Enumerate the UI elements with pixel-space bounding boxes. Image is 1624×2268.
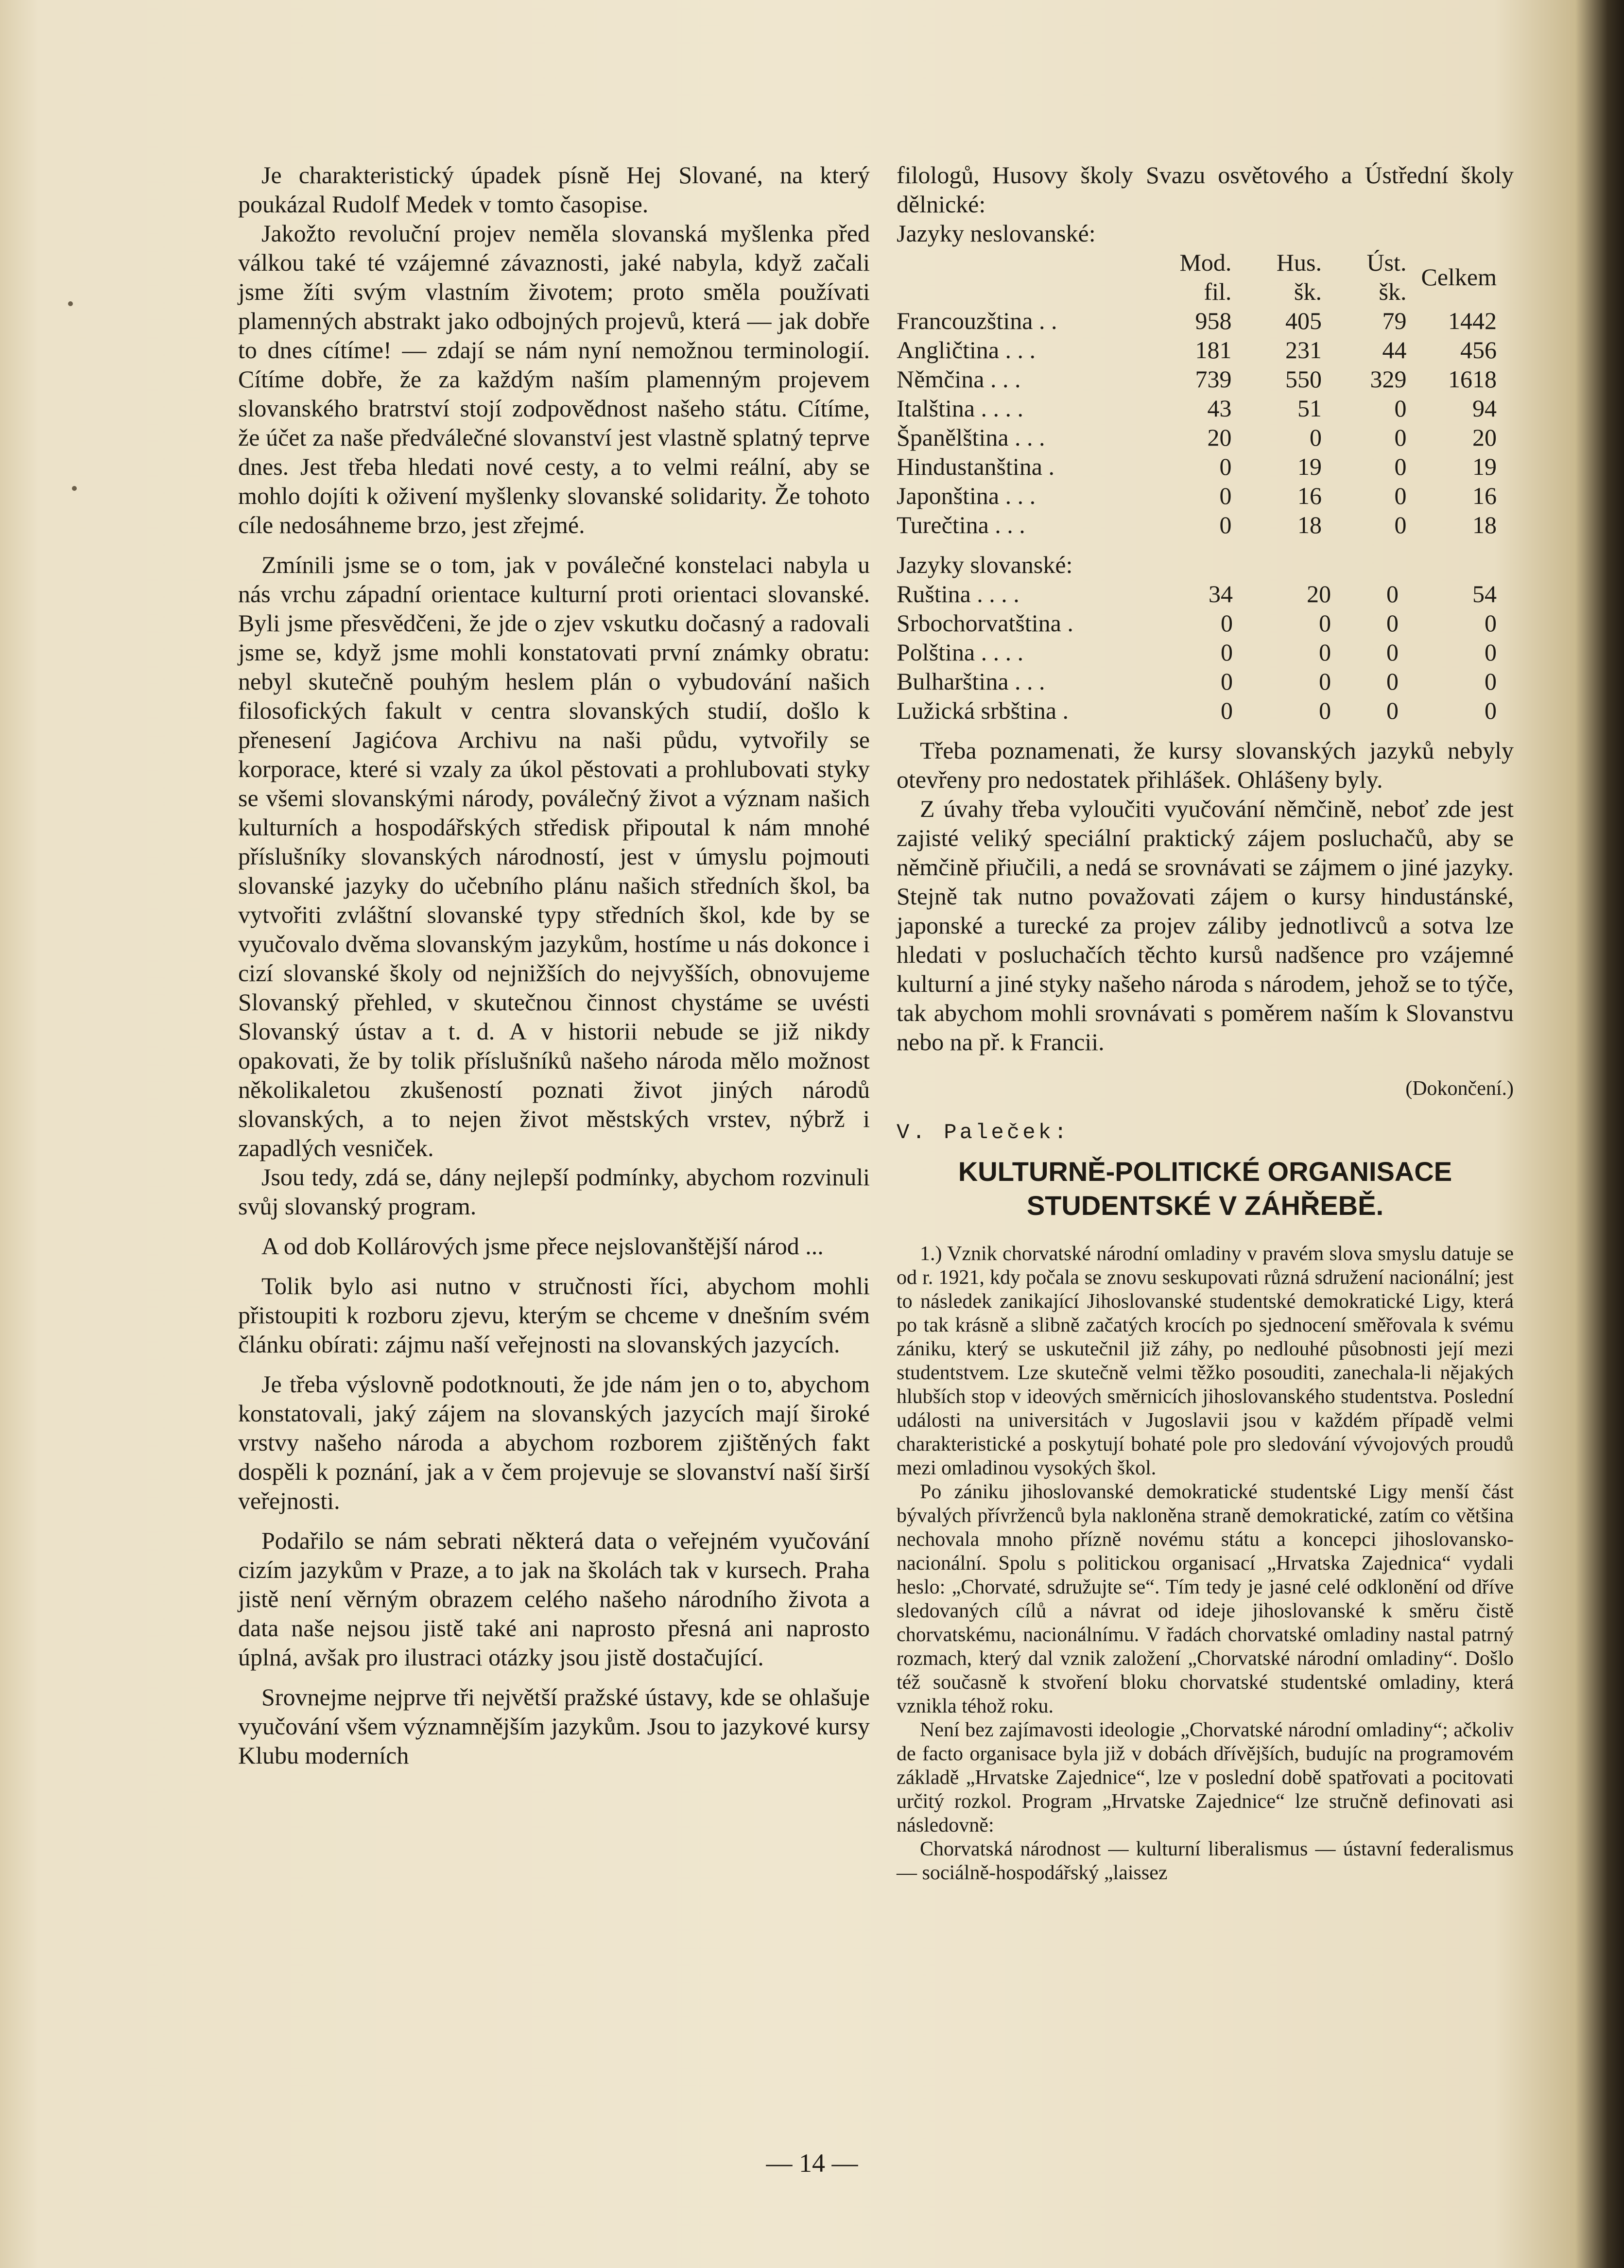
cell: 0 [1319,609,1331,637]
cell: 18 [1297,511,1322,538]
paragraph: Není bez zajímavosti ideologie „Chorvatské národní omladiny“; ačkoliv de facto organisace byla již v dobách dřívějších, budujíc na programovém základě „Hrvatske Zajednice“, lze v poslední době spatřovati a pocitovati určitý rozkol. Program „Hrvatske Zajednice“ lze stručně definovati asi následovně: [897,1719,1514,1836]
paragraph: Zmínili jsme se o tom, jak v poválečné konstelaci nabyla u nás vrchu západní orientace kulturní proti orientaci slovanské. Byli jsme přesvědčeni, že jde o zjev vskutku dočasný a radovali jsme se, když jsme mohli konstatovati první známky obratu: nebyl skutečně pouhým heslem plán o vybudování našich filosofických fakult v centra slovanských studií, došlo k přenesení Jagićova Archivu na naši půdu, vytvořily se korporace, které si vzaly za úkol pěstovati a prohlubovati styky se všemi slovanskými národy, poválečný život a význam našich kulturních a hospodářských středisk připoutal k nám mnohé příslušníky slovanských národností, jest v úmyslu pojmouti slovanské jazyky do učebního plánu našich středních škol, ba vytvořiti zvláštní slovanské typy středních škol, kde by se vyučovalo dvěma slovanským jazykům, hostíme u nás dokonce i cizí slovanské školy od nejnižších do nejvyšších, obnovujeme Slovanský přehled, v skutečnou činnost chystáme se uvésti Slovanský ústav a t. d. A v historii nebude se již nikdy opakovati, že by tolik příslušníků našeho národa mělo možnost několikaletou zkušeností poznati život jiných národů slovanských, a to nejen život městských vrstev, nýbrž i zapadlých vesniček. [238,551,870,1161]
cell: 19 [1297,453,1322,480]
language-name: Japonština . . . [897,482,1036,509]
cell: 20 [1307,580,1331,607]
cell: 181 [1195,336,1232,364]
language-name: Srbochorvatština . [897,609,1073,637]
paragraph: Je charakteristický úpadek písně Hej Slované, na který poukázal Rudolf Medek v tomto časopise. [238,161,870,218]
language-name: Polština . . . . [897,639,1024,666]
table-row [897,667,1511,696]
cell: 0 [1394,424,1407,451]
table-header: Celkem [1421,263,1497,291]
language-name: Lužická srbština . [897,697,1069,724]
intro-text: filologů, Husovy školy Svazu osvětového a Ústřední školy dělnické: [897,161,1514,218]
cell: 20 [1472,424,1497,451]
cell: 0 [1394,453,1407,480]
language-table-slavic [897,579,1511,725]
page-number: — 14 — [766,2148,858,2178]
cell: 0 [1394,482,1407,509]
author: V. Paleček: [897,1121,1070,1145]
paragraph: Chorvatská národnost — kulturní liberalismus — ústavní federalismus — sociálně-hospodářský „laissez [897,1838,1514,1884]
non-slavic-heading: Jazyky neslovanské: [897,220,1096,247]
speck [68,301,73,306]
language-table-non-slavic [897,248,1511,539]
paragraph: Jakožto revoluční projev neměla slovanská myšlenka před válkou také té vzájemné závaznosti, jaké nabyla, když začali jsme žíti svým vlastním životem; proto směla používati plamenných abstrakt jako odbojných projevů, která — jak dobře to dnes cítíme! — zdají se nám nyní nemožnou terminologií. Cítíme dobře, že za každým naším plamenným projevem slovanského bratrství stojí zodpovědnost našeho státu. Cítíme, že účet za naše předválečné slovanství jest vlastně splatný teprve dnes. Jest třeba hledati nové cesty, a to velmi reální, aby se mohlo dojíti k oživení myšlenky slovanské solidarity. Že tohoto cíle nedosáhneme brzo, jest zřejmé. [238,220,870,538]
cell: 0 [1485,609,1497,637]
language-name: Ruština . . . . [897,580,1019,607]
cell: 20 [1207,424,1232,451]
language-name: Hindustanština . [897,453,1054,480]
table-row [897,364,1511,394]
language-name: Bulharština . . . [897,668,1045,695]
paragraph: Po zániku jihoslovanské demokratické studentské Ligy menší část bývalých přívrženců byla nakloněna straně demokratické, zatím co většina nechovala mnoho přízně novému státu a koncepci jihoslovansko-nacionální. Spolu s politickou organisací „Hrvatska Zajednica“ vydali heslo: „Chorvaté, sdružujte se“. Tím tedy je jasné celé odklonění od dříve sledovaných cílů a návrat od ideje jihoslovanské k směru čistě chorvatskému, nacionálnímu. V řadách chorvatské omladiny nastal patrný rozmach, který dal vznik založení „Chorvatské národní omladiny“. Došlo též současně k stvoření bloku chorvatské studentské omladiny, která vznikla téhož roku. [897,1481,1514,1717]
speck [72,486,77,491]
cell: 0 [1221,639,1233,666]
table-header-row [897,248,1511,306]
paragraph: Třeba poznamenati, že kursy slovanských jazyků nebyly otevřeny pro nedostatek přihlášek. Ohlášeny byly. [897,737,1514,793]
cell: 0 [1319,668,1331,695]
cell: 0 [1386,580,1399,607]
table-row [897,306,1511,335]
cell: 1442 [1448,307,1497,334]
cell: 54 [1472,580,1497,607]
cell: 94 [1472,395,1497,422]
table-header: Hus. šk. [1276,249,1322,305]
table-row [897,579,1511,608]
table-row [897,510,1511,539]
cell: 0 [1221,668,1233,695]
cell: 19 [1472,453,1497,480]
cell: 0 [1219,511,1232,538]
paragraph: Tolik bylo asi nutno v stručnosti říci, abychom mohli přistoupiti k rozboru zjevu, kterým se chceme v dnešním svém článku obírati: zájmu naší veřejnosti na slovanských jazycích. [238,1272,870,1358]
cell: 1618 [1448,365,1497,393]
cell: 0 [1386,639,1399,666]
cell: 0 [1386,668,1399,695]
paragraph: 1.) Vznik chorvatské národní omladiny v pravém slova smyslu datuje se od r. 1921, kdy počala se znovu seskupovati různá sdružení nacionální; jest to následek zanikající Jihoslovanské studentské demokratické Ligy, která po tak krásně a slibně začatých krocích po sjednocení směřovala k svému zániku, který se uskutečnil již záhy, po nedlouhé působnosti její mezi studentstvem. Lze skutečně velmi těžko posouditi, zanechala-li nějakých hlubších stop v ideových směrnicích jihoslovanského studentstva. Poslední události na universitách v Jugoslavii jsou v každém případě velmi charakteristické a poskytují bohaté pole pro sledování vývojových proudů mezi omladinou vysokých škol. [897,1243,1514,1479]
language-name: Angličtina . . . [897,336,1036,364]
cell: 16 [1297,482,1322,509]
cell: 0 [1485,639,1497,666]
cell: 958 [1195,307,1232,334]
language-name: Turečtina . . . [897,511,1025,538]
cell: 79 [1382,307,1407,334]
cell: 0 [1319,639,1331,666]
table-row [897,638,1511,667]
language-name: Italština . . . . [897,395,1024,422]
right-column [897,160,1514,1885]
cell: 456 [1460,336,1497,364]
paragraph: Srovnejme nejprve tři největší pražské ústavy, kde se ohlašuje vyučování všem významnějším jazykům. Jsou to jazykové kursy Klubu moderních [238,1683,870,1769]
cell: 16 [1472,482,1497,509]
cell: 0 [1319,697,1331,724]
paragraph: Z úvahy třeba vyloučiti vyučování němčině, neboť zde jest zajisté veliký speciální praktický zájem posluchačů, aby se němčině přiučili, a nedá se srovnávati se zájmem o jiné jazyky. Stejně tak nutno považovati zájem o kursy hindustánské, japonské a turecké za projev záliby jednotlivců a sotva lze hledati v posluchačích těchto kursů nadšence pro vzájemné kulturní a jiné styky našeho národa s národem, jehož se to týče, tak abychom mohli srovnávati s poměrem naším k Slovanstvu nebo na př. k Francii. [897,795,1514,1056]
cell: 34 [1209,580,1233,607]
table-header: Mod. fil. [1179,249,1232,305]
article-title: KULTURNĚ-POLITICKÉ ORGANISACE STUDENTSKÉ V ZÁHŘEBĚ. [958,1156,1452,1221]
cell: 231 [1285,336,1322,364]
cell: 739 [1195,365,1232,393]
cell: 0 [1386,609,1399,637]
table-header: Úst. šk. [1366,249,1407,305]
left-column [238,160,870,1770]
cell: 0 [1485,697,1497,724]
slavic-heading: Jazyky slovanské: [897,551,1073,578]
table-row [897,423,1511,452]
cell: 550 [1285,365,1322,393]
cell: 0 [1310,424,1322,451]
table-row [897,452,1511,481]
language-name: Francouzština . . [897,307,1057,334]
paragraph: A od dob Kollárových jsme přece nejslovanštější národ ... [261,1232,824,1260]
cell: 18 [1472,511,1497,538]
language-name: Němčina . . . [897,365,1021,393]
paragraph: Je třeba výslovně podotknouti, že jde nám jen o to, abychom konstatovali, jaký zájem na slovanských jazycích mají široké vrstvy našeho národa a abychom rozborem zjištěných fakt dospěli k poznání, jak a v čem projevuje se slovanství naší širší veřejnosti. [238,1370,870,1514]
table-row [897,481,1511,510]
language-name: Španělština . . . [897,424,1045,451]
paragraph: Jsou tedy, zdá se, dány nejlepší podmínky, abychom rozvinuli svůj slovanský program. [238,1163,870,1220]
cell: 0 [1221,697,1233,724]
cell: 0 [1394,395,1407,422]
table-row [897,608,1511,638]
cell: 329 [1370,365,1407,393]
cell: 0 [1219,482,1232,509]
table-row [897,394,1511,423]
cell: 0 [1485,668,1497,695]
cell: 0 [1221,609,1233,637]
table-row [897,696,1511,725]
cell: 0 [1394,511,1407,538]
cell: 43 [1207,395,1232,422]
continued-note: (Dokončení.) [1405,1077,1514,1100]
cell: 51 [1297,395,1322,422]
cell: 0 [1386,697,1399,724]
table-row [897,335,1511,364]
paragraph: Podařilo se nám sebrati některá data o veřejném vyučování cizím jazykům v Praze, a to jak na školách tak v kursech. Praha jistě není věrným obrazem celého našeho národního života a data naše nejsou jistě také ani naprosto přesná ani naprosto úplná, avšak pro ilustraci otázky jsou jistě dostačující. [238,1527,870,1671]
cell: 405 [1285,307,1322,334]
cell: 44 [1382,336,1407,364]
cell: 0 [1219,453,1232,480]
